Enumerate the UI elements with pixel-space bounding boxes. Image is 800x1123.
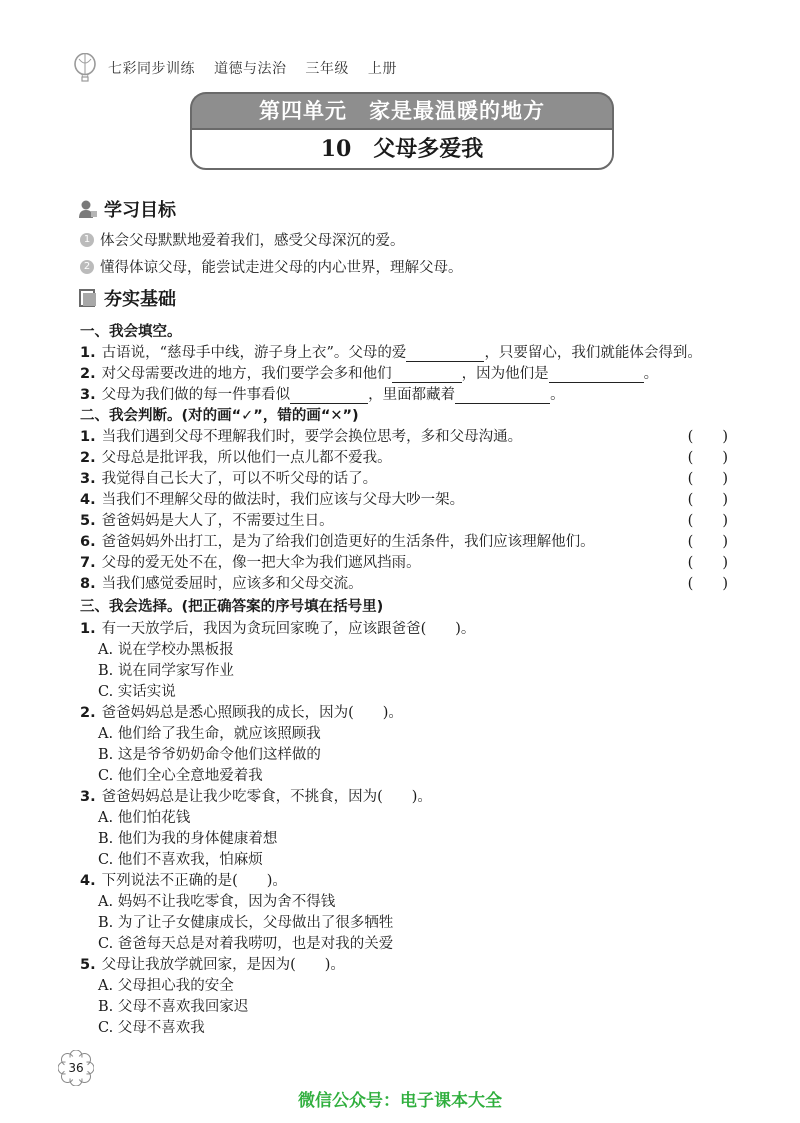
- answer-blank[interactable]: [549, 366, 644, 383]
- fill-question-1: 1. 古语说，“慈母手中线，游子身上衣”。父母的爱 ，只要留心，我们就能体会得到。: [80, 345, 702, 361]
- answer-blank[interactable]: [406, 345, 484, 362]
- grade-name: 三年级: [305, 61, 349, 77]
- answer-parentheses[interactable]: ( ): [687, 555, 728, 571]
- goal-text: 体会父母默默地爱着我们，感受父母深沉的爱。: [100, 233, 405, 249]
- judge-item: 1. 当我们遇到父母不理解我们时，要学会换位思考，多和父母沟通。: [80, 429, 523, 445]
- judge-heading: 二、我会判断。(对的画“✓”，错的画“✕”): [80, 408, 359, 424]
- choice-option[interactable]: C. 他们全心全意地爱着我: [98, 768, 263, 784]
- answer-parentheses[interactable]: ( ): [687, 576, 728, 592]
- choice-question: 2. 爸爸妈妈总是悉心照顾我的成长，因为( )。: [80, 705, 403, 721]
- judge-item: 6. 爸爸妈妈外出打工，是为了给我们创造更好的生活条件，我们应该理解他们。: [80, 534, 595, 550]
- judge-item: 8. 当我们感觉委屈时，应该多和父母交流。: [80, 576, 363, 592]
- choice-option[interactable]: B. 父母不喜欢我回家迟: [98, 999, 249, 1015]
- choice-question: 3. 爸爸妈妈总是让我少吃零食，不挑食，因为( )。: [80, 789, 432, 805]
- goal-number: 2: [80, 260, 94, 274]
- choice-option[interactable]: A. 父母担心我的安全: [98, 978, 234, 994]
- basics-heading: [78, 285, 176, 311]
- judge-item: 7. 父母的爱无处不在，像一把大伞为我们遮风挡雨。: [80, 555, 421, 571]
- goal-item: [80, 229, 405, 250]
- footer-watermark: 微信公众号：电子课本大全: [298, 1091, 502, 1111]
- person-icon: [78, 199, 98, 219]
- choice-option[interactable]: B. 他们为我的身体健康着想: [98, 831, 278, 847]
- basics-heading-label: 夯实基础: [104, 289, 176, 310]
- lesson-title: 10 父母多爱我: [190, 128, 614, 170]
- goal-text: 懂得体谅父母，能尝试走进父母的内心世界，理解父母。: [100, 260, 463, 276]
- choice-option[interactable]: B. 这是爷爷奶奶命令他们这样做的: [98, 747, 321, 763]
- answer-parentheses[interactable]: ( ): [687, 534, 728, 550]
- choice-option[interactable]: C. 父母不喜欢我: [98, 1020, 205, 1036]
- answer-blank[interactable]: [455, 387, 550, 404]
- judge-item: 5. 爸爸妈妈是大人了，不需要过生日。: [80, 513, 334, 529]
- goal-item: [80, 256, 463, 277]
- choice-option[interactable]: C. 爸爸每天总是对着我唠叨，也是对我的关爱: [98, 936, 394, 952]
- fill-heading: 一、我会填空。: [80, 324, 182, 340]
- page-number-badge: [58, 1050, 94, 1086]
- goal-number: 1: [80, 233, 94, 247]
- choice-question: 5. 父母让我放学就回家，是因为( )。: [80, 957, 345, 973]
- choice-option[interactable]: C. 实话实说: [98, 684, 176, 700]
- answer-blank[interactable]: [290, 387, 368, 404]
- balloon-icon: [72, 53, 98, 83]
- choice-option[interactable]: B. 为了让子女健康成长，父母做出了很多牺牲: [98, 915, 394, 931]
- answer-parentheses[interactable]: ( ): [687, 471, 728, 487]
- choice-option[interactable]: C. 他们不喜欢我，怕麻烦: [98, 852, 263, 868]
- page-number: 36: [68, 1061, 84, 1075]
- judge-item: 3. 我觉得自己长大了，可以不听父母的话了。: [80, 471, 378, 487]
- answer-parentheses[interactable]: ( ): [687, 429, 728, 445]
- choice-option[interactable]: A. 妈妈不让我吃零食，因为舍不得钱: [98, 894, 336, 910]
- choice-option[interactable]: A. 说在学校办黑板报: [98, 642, 234, 658]
- unit-title-box: [190, 92, 614, 170]
- judge-item: 4. 当我们不理解父母的做法时，我们应该与父母大吵一架。: [80, 492, 465, 508]
- series-name: 七彩同步训练: [108, 61, 195, 77]
- subject-name: 道德与法治: [213, 61, 287, 77]
- choice-option[interactable]: A. 他们怕花钱: [98, 810, 191, 826]
- choice-option[interactable]: B. 说在同学家写作业: [98, 663, 234, 679]
- goals-heading-label: 学习目标: [104, 200, 176, 221]
- choice-question: 4. 下列说法不正确的是( )。: [80, 873, 287, 889]
- fill-question-3: 3. 父母为我们做的每一件事看似 ，里面都藏着 。: [80, 387, 565, 403]
- goals-heading: [78, 196, 176, 222]
- book-icon: [78, 288, 98, 308]
- fill-question-2: 2. 对父母需要改进的地方，我们要学会多和他们 ，因为他们是 。: [80, 366, 659, 382]
- choice-option[interactable]: A. 他们给了我生命，就应该照顾我: [98, 726, 321, 742]
- answer-parentheses[interactable]: ( ): [687, 513, 728, 529]
- page-header: [72, 54, 411, 82]
- volume-name: 上册: [367, 61, 397, 77]
- answer-parentheses[interactable]: ( ): [687, 450, 728, 466]
- answer-parentheses[interactable]: ( ): [687, 492, 728, 508]
- choice-question: 1. 有一天放学后，我因为贪玩回家晚了，应该跟爸爸( )。: [80, 621, 476, 637]
- choice-heading: 三、我会选择。(把正确答案的序号填在括号里): [80, 599, 384, 615]
- unit-title: 第四单元 家是最温暖的地方: [190, 92, 614, 128]
- judge-item: 2. 父母总是批评我，所以他们一点儿都不爱我。: [80, 450, 392, 466]
- answer-blank[interactable]: [392, 366, 462, 383]
